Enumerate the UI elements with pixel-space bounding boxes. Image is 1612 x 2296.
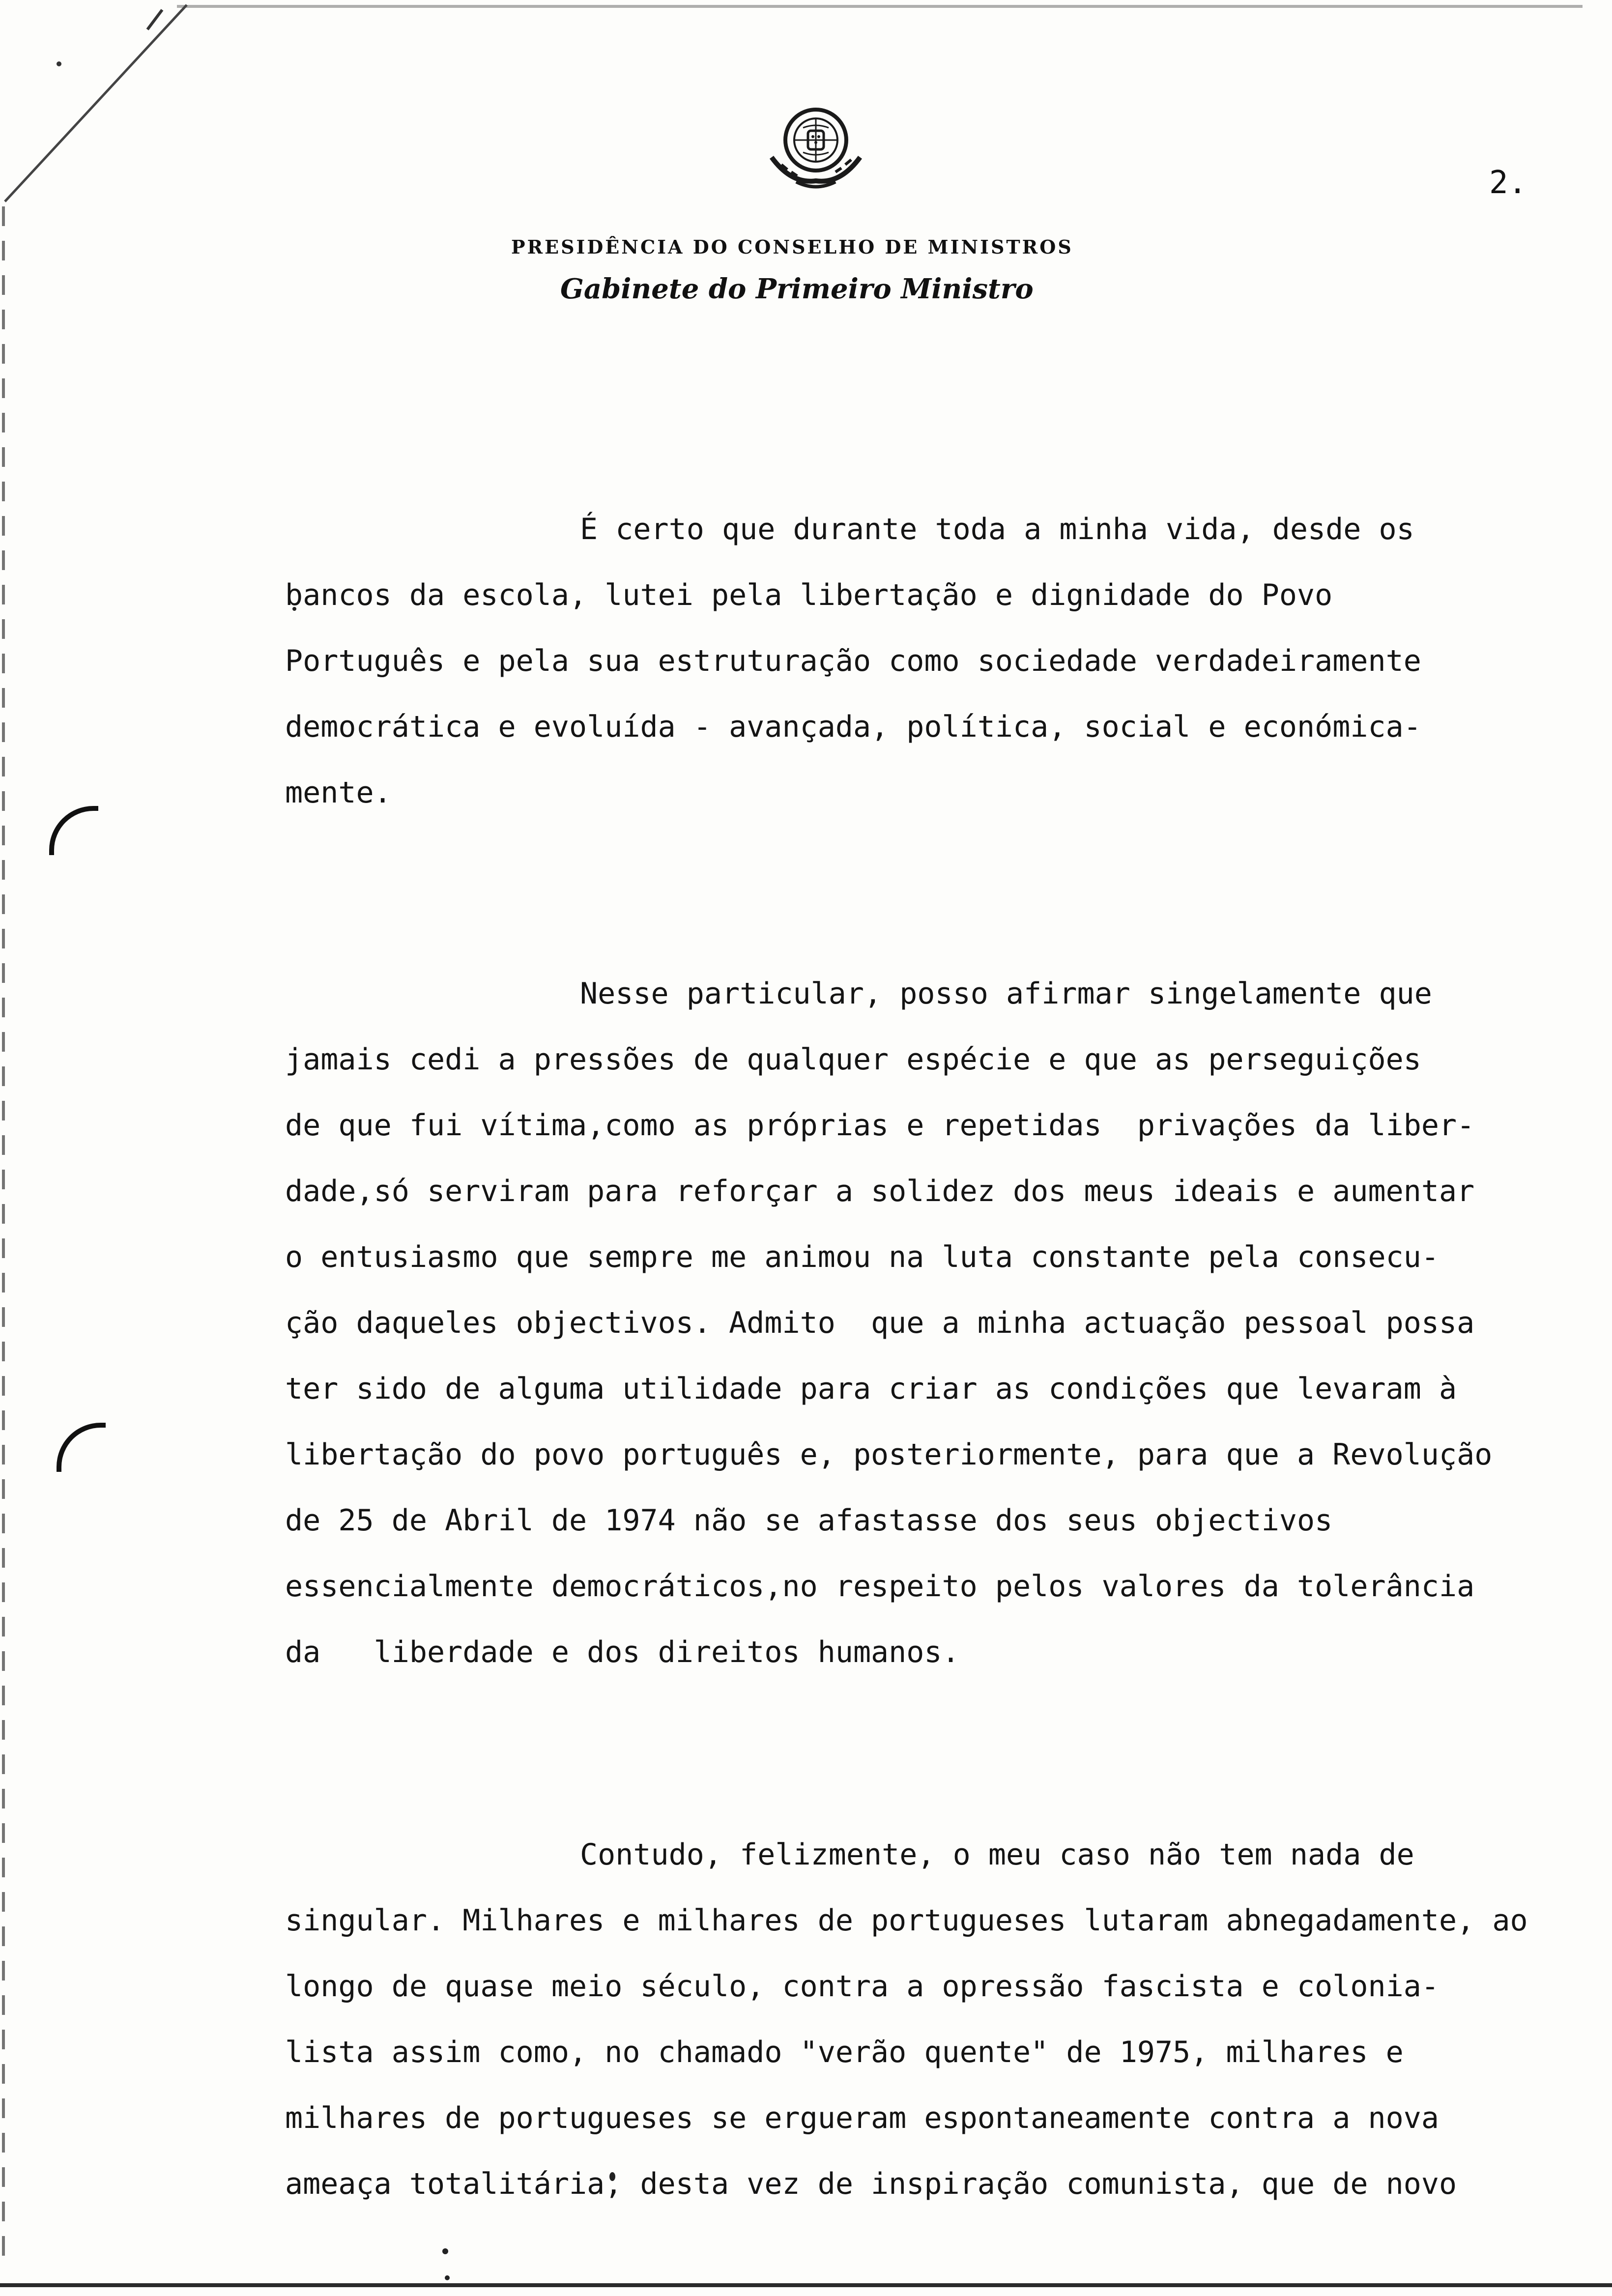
scan-top-edge — [177, 5, 1583, 8]
text-line: Contudo, felizmente, o meu caso não tem nada de — [580, 1837, 1414, 1872]
text-line: mente. — [285, 775, 392, 810]
text-line: É certo que durante toda a minha vida, desde os — [580, 512, 1414, 546]
text-line: de que fui vítima,como as próprias e repetidas privações da liber- — [285, 1108, 1475, 1143]
text-line: ameaça totalitária, desta vez de inspiração comunista, que de novo — [285, 2167, 1457, 2201]
punch-hole-mark-bottom — [57, 1423, 106, 1472]
text-line: Português e pela sua estruturação como sociedade verdadeiramente — [285, 644, 1421, 678]
scan-left-edge — [2, 206, 5, 2270]
text-line: jamais cedi a pressões de qualquer espécie e que as perseguições — [285, 1042, 1421, 1077]
punch-hole-mark-top — [49, 806, 98, 855]
office-title: PRESIDÊNCIA DO CONSELHO DE MINISTROS — [511, 236, 1073, 258]
text-line: ção daqueles objectivos. Admito que a minha actuação pessoal possa — [285, 1306, 1475, 1340]
paragraph-1 — [285, 496, 1602, 826]
text-line: de 25 de Abril de 1974 não se afastasse dos seus objectivos — [285, 1503, 1333, 1538]
letter-body — [285, 496, 1602, 2217]
text-line: longo de quase meio século, contra a opressão fascista e colonia- — [285, 1969, 1439, 2004]
text-line: dade,só serviram para reforçar a solidez dos meus ideais e aumentar — [285, 1174, 1475, 1208]
text-line: democrática e evoluída - avançada, política, social e económica- — [285, 710, 1421, 744]
coat-of-arms-icon — [762, 98, 870, 197]
paragraph-2 — [285, 961, 1602, 1685]
scan-speck — [445, 2275, 450, 2280]
page-number: 2. — [1489, 165, 1527, 201]
office-subtitle: Gabinete do Primeiro Ministro — [560, 273, 1034, 305]
paragraph-spacer — [285, 1685, 1602, 1822]
text-line: o entusiasmo que sempre me animou na luta constante pela consecu- — [285, 1240, 1439, 1274]
paragraph-3 — [285, 1822, 1602, 2217]
paragraph-spacer — [285, 826, 1602, 961]
text-line: Nesse particular, posso afirmar singelamente que — [580, 976, 1432, 1011]
text-line: bancos da escola, lutei pela libertação e dignidade do Povo — [285, 578, 1333, 612]
text-line: da liberdade e dos direitos humanos. — [285, 1635, 960, 1669]
scan-bottom-edge — [0, 2283, 1612, 2287]
text-line: essencialmente democráticos,no respeito pelos valores da tolerância — [285, 1569, 1475, 1604]
scan-speck — [442, 2248, 448, 2254]
text-line: lista assim como, no chamado "verão quente" de 1975, milhares e — [285, 2035, 1404, 2069]
folded-corner-icon — [0, 0, 206, 206]
text-line: singular. Milhares e milhares de portugueses lutaram abnegadamente, ao — [285, 1903, 1528, 1938]
text-line: libertação do povo português e, posteriormente, para que a Revolução — [285, 1437, 1493, 1472]
text-line: milhares de portugueses se ergueram espontaneamente contra a nova — [285, 2101, 1439, 2135]
text-line: ter sido de alguma utilidade para criar as condições que levaram à — [285, 1372, 1457, 1406]
